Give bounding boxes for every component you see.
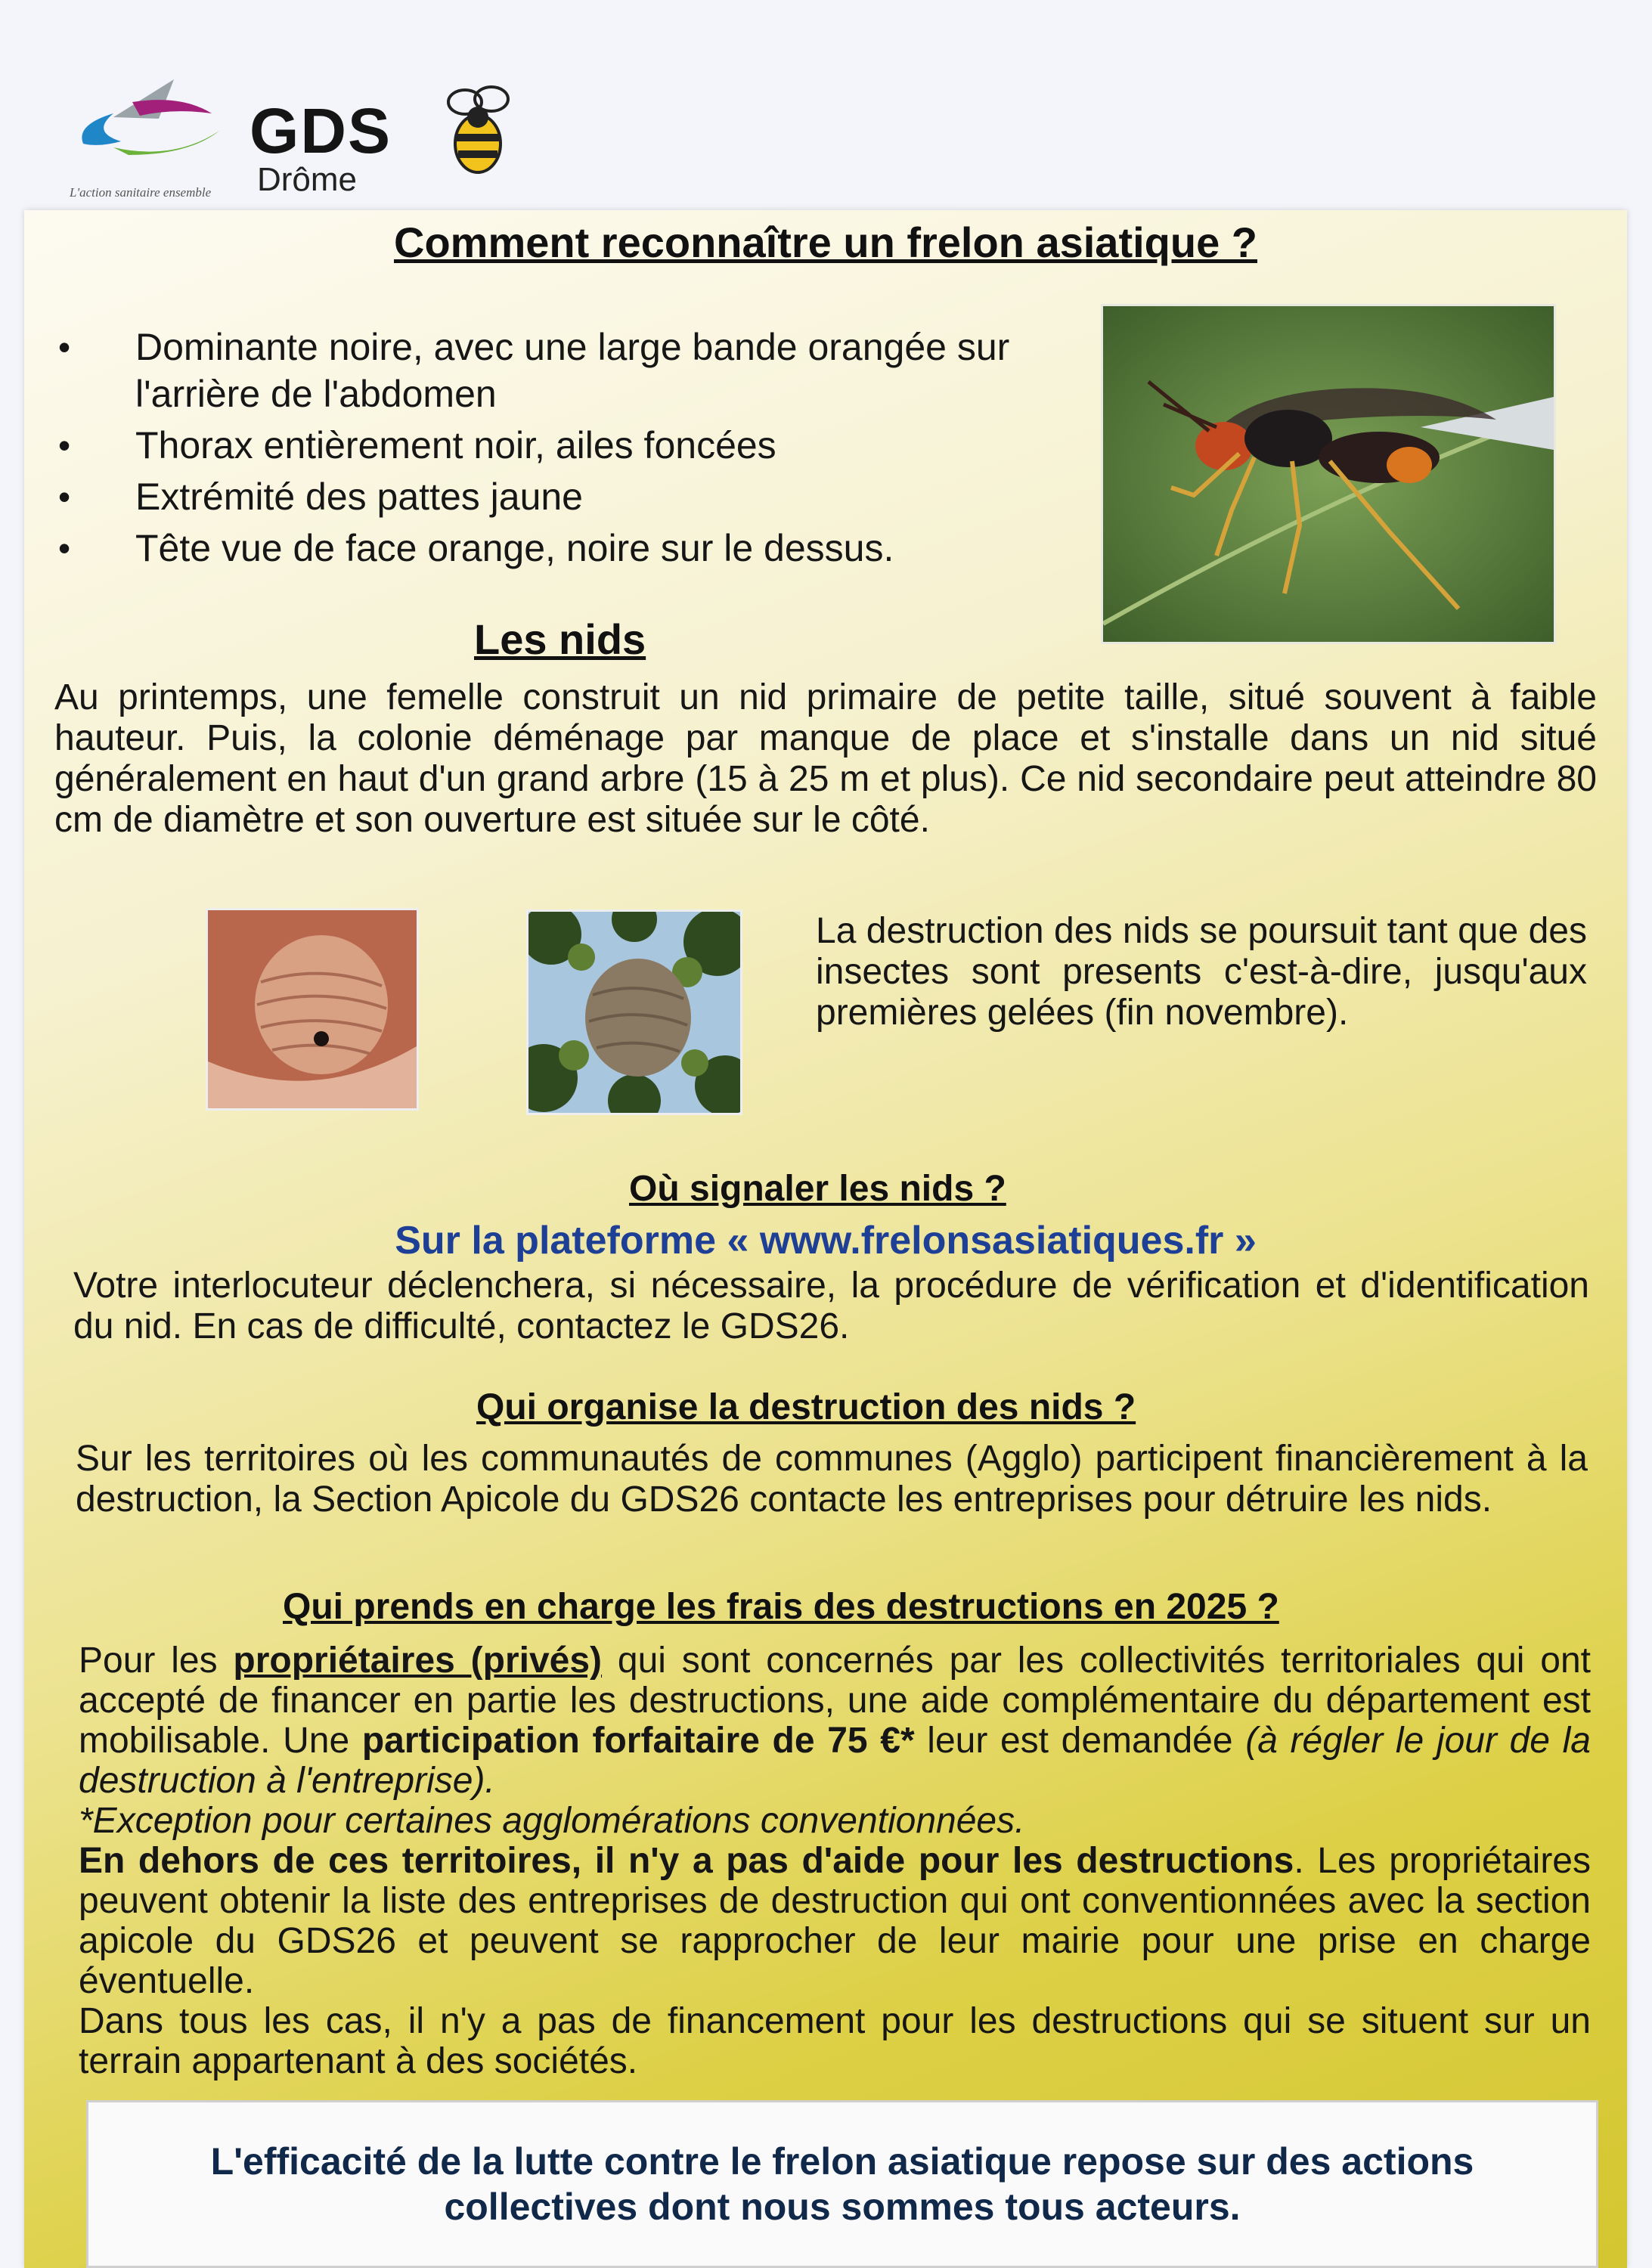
- costs-text: [79, 1641, 1591, 2081]
- page-title: Comment reconnaître un frelon asiatique ?: [394, 218, 1257, 266]
- list-item: • Dominante noire, avec une large bande orangée sur l'arrière de l'abdomen: [51, 324, 1109, 417]
- secondary-nest-photo: [526, 909, 742, 1115]
- list-item: • Extrémité des pattes jaune: [51, 473, 1109, 520]
- logo-tagline: L'action sanitaire ensemble: [70, 185, 212, 200]
- platform-url[interactable]: Sur la plateforme « www.frelonsasiatiques.fr »: [395, 1219, 1257, 1263]
- poster: [24, 210, 1627, 2268]
- bee-icon: [431, 72, 522, 185]
- nests-text: Au printemps, une femelle construit un nid primaire de petite taille, situé souvent à faible hauteur. Puis, la colonie déménage par manque de place et s'installe dans un nid situé généralement en haut d'un grand arbre (15 à 25 m et plus). Ce nid secondaire peut atteindre 80 cm de diamètre et son ouverture est située sur le côté.: [54, 677, 1597, 840]
- fee-emphasis: participation forfaitaire de 75 €*: [361, 1721, 915, 1761]
- gds-logo: [68, 72, 537, 208]
- report-text: Votre interlocuteur déclenchera, si nécessaire, la procédure de vérification et d'identification du nid. En cas de difficulté, contactez le GDS26.: [73, 1266, 1589, 1346]
- hornet-features-list: [51, 324, 1109, 576]
- costs-heading: Qui prends en charge les frais des destructions en 2025 ?: [283, 1587, 1279, 1627]
- nests-heading: Les nids: [474, 615, 646, 663]
- logo-region: Drôme: [257, 161, 358, 198]
- organise-text: Sur les territoires où les communautés de communes (Agglo) participent financièrement à la destruction, la Section Apicole du GDS26 contacte les entreprises pour détruire les nids.: [76, 1439, 1588, 1520]
- hornet-photo: [1101, 304, 1556, 644]
- list-item: • Tête vue de face orange, noire sur le dessus.: [51, 525, 1109, 572]
- gds-swoosh-icon: [68, 72, 242, 170]
- footer-message-box: [86, 2100, 1598, 2268]
- report-heading: Où signaler les nids ?: [629, 1169, 1006, 1209]
- organise-heading: Qui organise la destruction des nids ?: [476, 1387, 1136, 1427]
- costs-text-part: qui sont concernés par les collectivités territoriales qui ont accepté de financer en partie les destructions, une aide complémentaire du département est mobilisable. Une: [79, 1641, 1591, 1761]
- owners-emphasis: propriétaires (privés): [233, 1641, 603, 1681]
- footer-message: L'efficacité de la lutte contre le frelon asiatique repose sur des actions collectives dont nous sommes tous acteurs.: [210, 2140, 1474, 2228]
- primary-nest-photo: [206, 908, 419, 1111]
- destruction-period-text: La destruction des nids se poursuit tant que des insectes sont presents c'est-à-dire, jusqu'aux premières gelées (fin novembre).: [816, 911, 1587, 1033]
- costs-text-part: Pour les: [79, 1641, 234, 1681]
- logo-name: GDS: [250, 95, 392, 166]
- list-item: • Thorax entièrement noir, ailes foncées: [51, 422, 1109, 469]
- costs-text-part: Dans tous les cas, il n'y a pas de financement pour les destructions qui se situent sur un terrain appartenant à des sociétés.: [79, 2001, 1591, 2081]
- no-aid-emphasis: En dehors de ces territoires, il n'y a pas d'aide pour les destructions: [79, 1841, 1294, 1881]
- costs-text-part: leur est demandée: [914, 1721, 1246, 1761]
- payment-note: (à régler le jour de la destruction à l'entreprise).: [79, 1721, 1592, 1801]
- costs-text-part: . Les propriétaires peuvent obtenir la liste des entreprises de destruction qui ont conventionnées avec la section apicole du GDS26 et peuvent se rapprocher de leur mairie pour une prise en charge éventuelle.: [79, 1841, 1592, 2001]
- exception-note: *Exception pour certaines agglomérations conventionnées.: [79, 1801, 1025, 1841]
